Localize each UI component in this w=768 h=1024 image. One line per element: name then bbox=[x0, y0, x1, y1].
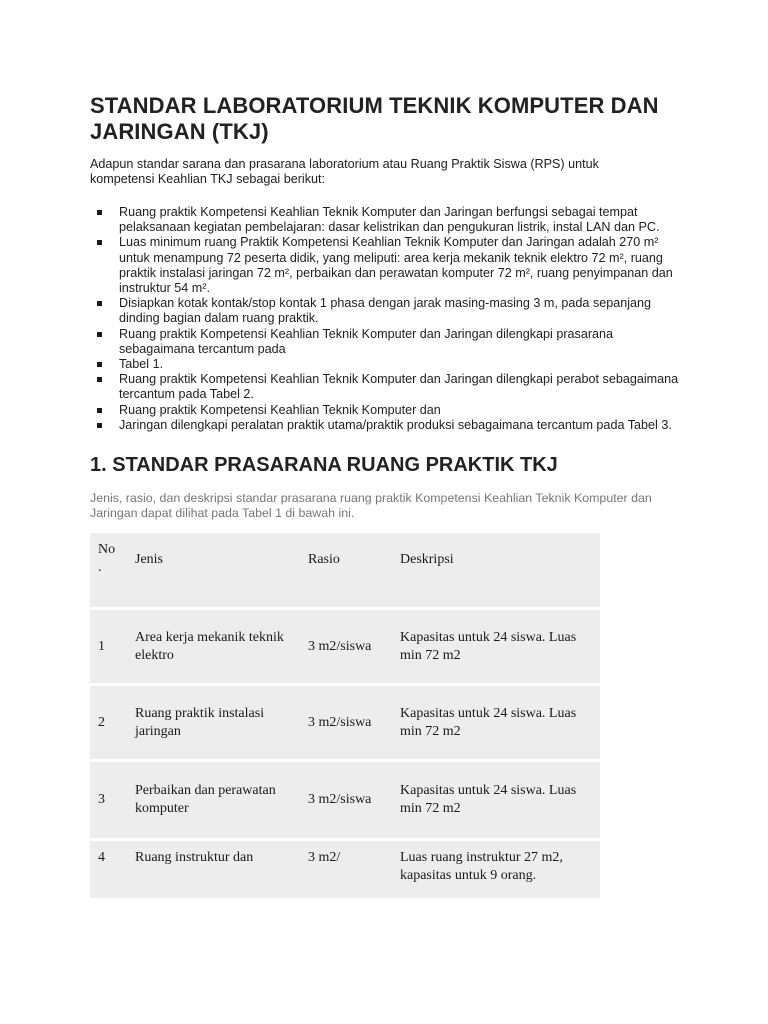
requirements-list bbox=[90, 205, 690, 433]
cell-jenis: Ruang instruktur dan bbox=[135, 850, 254, 866]
table-row bbox=[90, 610, 600, 683]
cell-jenis: Area kerja mekanik teknik elektro bbox=[135, 629, 284, 663]
table-row bbox=[90, 841, 600, 898]
cell-no: 2 bbox=[98, 714, 105, 730]
square-bullet-icon bbox=[97, 210, 102, 215]
cell-rasio: 3 m2/siswa bbox=[308, 638, 372, 654]
section-heading: 1. STANDAR PRASARANA RUANG PRAKTIK TKJ bbox=[90, 454, 558, 477]
document-page bbox=[90, 93, 690, 898]
list-item-text: Ruang praktik Kompetensi Keahlian Teknik Komputer dan bbox=[119, 402, 441, 417]
cell-rasio: 3 m2/siswa bbox=[308, 714, 372, 730]
cell-rasio: 3 m2/ bbox=[308, 850, 341, 866]
list-item-text: Ruang praktik Kompetensi Keahlian Teknik Komputer dan Jaringan dilengkapi prasarana sebagaimana tercantum pada bbox=[119, 326, 614, 356]
square-bullet-icon bbox=[97, 377, 102, 382]
list-item-text: Jaringan dilengkapi peralatan praktik utama/praktik produksi sebagaimana tercantum pada Tabel 3. bbox=[119, 417, 672, 432]
list-item-text: Ruang praktik Kompetensi Keahlian Teknik Komputer dan Jaringan dilengkapi perabot sebagaimana tercantum pada Tabel 2. bbox=[119, 372, 679, 402]
list-item bbox=[90, 235, 690, 296]
cell-deskripsi: Kapasitas untuk 24 siswa. Luas min 72 m2 bbox=[400, 783, 577, 817]
prasarana-table bbox=[90, 533, 600, 898]
intro-paragraph: Adapun standar sarana dan prasarana laboratorium atau Ruang Praktik Siswa (RPS) untuk kompetensi Keahlian TKJ sebagai berikut: bbox=[90, 157, 599, 186]
list-item bbox=[90, 327, 690, 357]
list-item bbox=[90, 296, 690, 326]
list-item-text: Disiapkan kotak kontak/stop kontak 1 phasa dengan jarak masing-masing 3 m, pada sepanjang dinding bagian dalam ruang praktik. bbox=[119, 296, 652, 326]
header-jenis: Jenis bbox=[135, 552, 163, 568]
square-bullet-icon bbox=[97, 408, 102, 413]
section-description: Jenis, rasio, dan deskripsi standar prasarana ruang praktik Kompetensi Keahlian Teknik Komputer dan Jaringan dapat dilihat pada Tabel 1 di bawah ini. bbox=[90, 491, 652, 521]
cell-deskripsi: Kapasitas untuk 24 siswa. Luas min 72 m2 bbox=[400, 705, 577, 739]
list-item bbox=[90, 403, 690, 418]
header-rasio: Rasio bbox=[308, 552, 340, 568]
list-item-text: Ruang praktik Kompetensi Keahlian Teknik Komputer dan Jaringan berfungsi sebagai tempat pelaksanaan kegiatan pembelajaran: dasar kelistrikan dan pengukuran listrik, instal LAN dan PC. bbox=[119, 205, 660, 235]
header-no-label: No bbox=[98, 542, 116, 558]
cell-no: 3 bbox=[98, 792, 105, 808]
cell-rasio: 3 m2/siswa bbox=[308, 792, 372, 808]
cell-no: 1 bbox=[98, 638, 105, 654]
header-no bbox=[90, 541, 127, 577]
list-item-text: Tabel 1. bbox=[119, 357, 164, 372]
list-item-text: Luas minimum ruang Praktik Kompetensi Keahlian Teknik Komputer dan Jaringan adalah 270 m² untuk menampung 72 peserta didik, yang meliputi: area kerja mekanik teknik elektro 72 m², ruang praktik instalasi jaringan 72 m², perbaikan dan perawatan komputer 72 m², ruang penyimpanan dan instruktur 54 m². bbox=[119, 235, 673, 296]
table-row bbox=[90, 762, 600, 838]
square-bullet-icon bbox=[97, 423, 102, 428]
cell-deskripsi: Kapasitas untuk 24 siswa. Luas min 72 m2 bbox=[400, 629, 577, 663]
square-bullet-icon bbox=[97, 301, 102, 306]
list-item bbox=[90, 205, 690, 235]
list-item bbox=[90, 357, 690, 372]
cell-jenis: Ruang praktik instalasi jaringan bbox=[135, 705, 265, 739]
table-header-row bbox=[90, 533, 600, 607]
header-deskripsi: Deskripsi bbox=[400, 552, 454, 568]
table-row bbox=[90, 686, 600, 759]
square-bullet-icon bbox=[97, 332, 102, 337]
square-bullet-icon bbox=[97, 362, 102, 367]
list-item bbox=[90, 372, 690, 402]
page-title: STANDAR LABORATORIUM TEKNIK KOMPUTER DAN JARINGAN (TKJ) bbox=[90, 93, 659, 144]
cell-deskripsi: Luas ruang instruktur 27 m2, kapasitas untuk 9 orang. bbox=[400, 850, 563, 884]
cell-jenis: Perbaikan dan perawatan komputer bbox=[135, 783, 276, 817]
list-item bbox=[90, 418, 690, 433]
cell-no: 4 bbox=[98, 850, 105, 866]
square-bullet-icon bbox=[97, 240, 102, 245]
header-no-dot: . bbox=[98, 560, 102, 576]
